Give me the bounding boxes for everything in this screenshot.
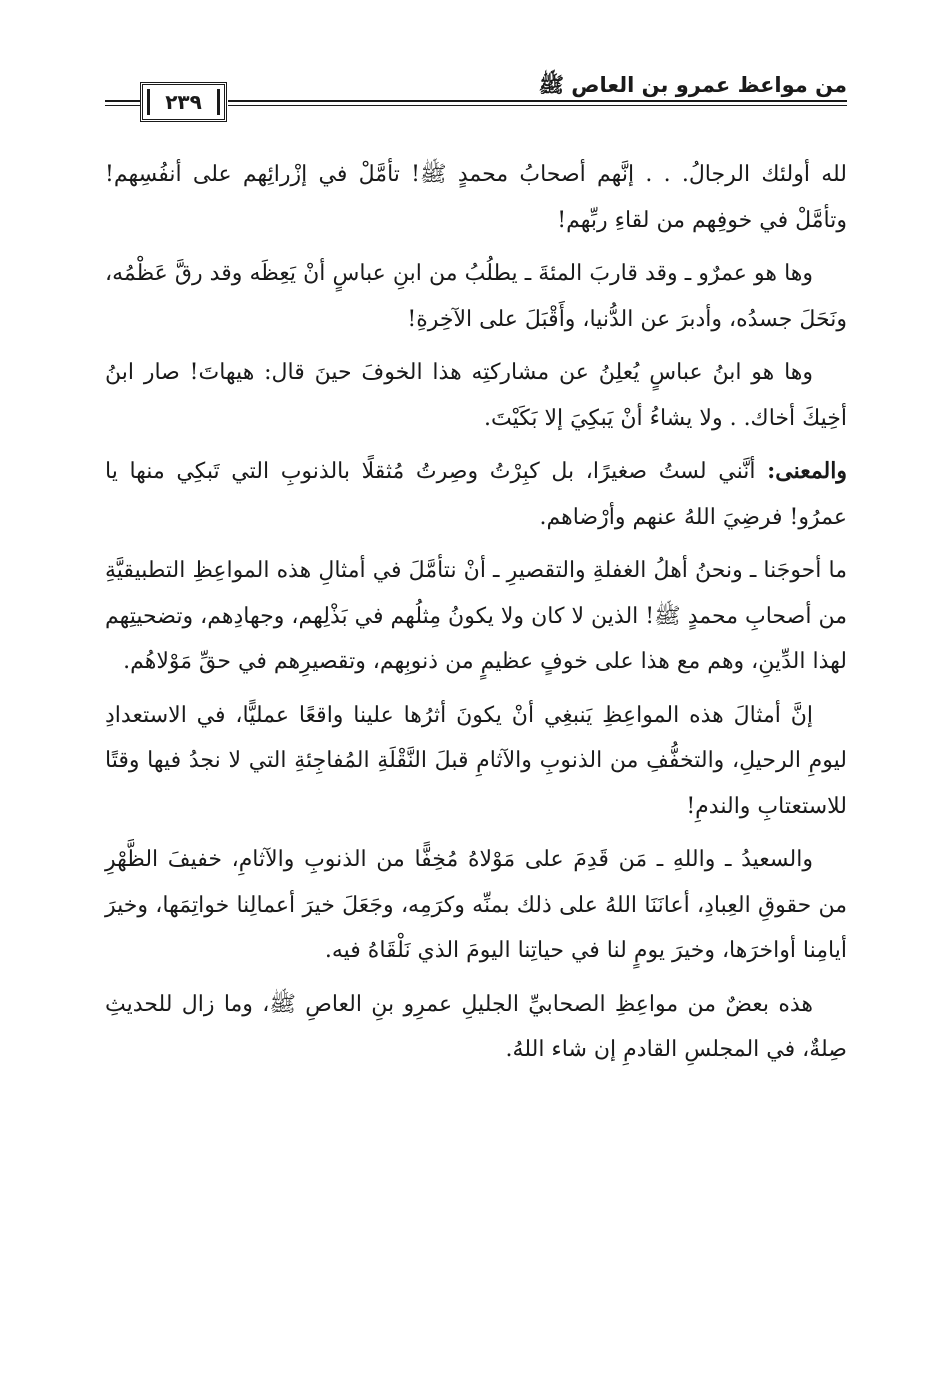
header-rule-bottom — [228, 105, 847, 106]
meaning-term: والمعنى: — [767, 458, 847, 484]
paragraph-7: والسعيدُ ـ واللهِ ـ مَن قَدِمَ على مَوْلاهُ مُخِفًّا من الذنوبِ والآثامِ، خفيفَ الظَّهْرِ من حقوقِ العِبادِ، أعانَنَا اللهُ على ذلك بمنِّه وكرَمِه، وجَعَلَ خيرَ أعمالِنا خواتِمَها، وخيرَ أيامِنا أواخرَها، وخيرَ يومٍ لنا في حياتِنا اليومَ الذي نَلْقَاهُ فيه. — [105, 847, 847, 963]
body-text — [105, 152, 847, 1081]
paragraph-2: وها هو عمرٌو ـ وقد قاربَ المئةَ ـ يطلُبُ من ابنِ عباسٍ أنْ يَعِظَه وقد رقَّ عَظْمُه، ونَحَلَ جسدُه، وأدبرَ عن الدُّنيا، وأَقْبَلَ على الآخِرةِ! — [105, 261, 847, 332]
page-number-frame — [140, 82, 227, 122]
paragraph-6: إنَّ أمثالَ هذه المواعِظِ يَنبغِي أنْ يكونَ أثرُها علينا واقعًا عمليًّا، في الاستعدادِ ليومِ الرحيلِ، والتخفُّفِ من الذنوبِ والآثامِ قبلَ النَّقْلَةِ المُفاجِئةِ التي لا نجدُ فيها وقتًا للاستعتابِ والندمِ! — [105, 702, 847, 819]
meaning-text: أنَّني لستُ صغيرًا، بل كبِرْتُ وصِرتُ مُثقلًا بالذنوبِ التي تَبكِي منها يا عمرُو! فرضِيَ اللهُ عنهم وأرْضاهم. — [105, 459, 847, 530]
paragraph-8: هذه بعضٌ من مواعِظِ الصحابيِّ الجليلِ عمرِو بنِ العاصِ ﷺ، وما زال للحديثِ صِلةٌ، في المجلسِ القادمِ إن شاء اللهُ. — [105, 991, 847, 1062]
header-rule-top — [228, 100, 847, 102]
paragraph-4 — [105, 449, 847, 540]
header-rule-left-bottom — [105, 105, 140, 106]
paragraph-3: وها هو ابنُ عباسٍ يُعلِنُ عن مشاركتِه هذا الخوفَ حينَ قال: هيهاتَ! صار ابنُ أخِيكَ أخاك. . ولا يشاءُ أنْ يَبكِيَ إلا بَكَيْتَ. — [105, 360, 847, 431]
running-title: من مواعظ عمرو بن العاص ﷺ — [538, 73, 847, 97]
header-rule-left-top — [105, 100, 140, 102]
page-number: ٢٣٩ — [165, 90, 202, 114]
paragraph-1: لله أولئك الرجالُ. . . إنَّهم أصحابُ محمدٍ ﷺ! تأمَّلْ في إزْرائِهم على أنفُسِهم! وتأمَّلْ في خوفِهم من لقاءِ ربِّهم! — [105, 162, 847, 233]
paragraph-5: ما أحوجَنا ـ ونحنُ أهلُ الغفلةِ والتقصيرِ ـ أنْ نتأمَّلَ في أمثالِ هذه المواعِظِ التطبيقيَّةِ من أصحابِ محمدٍ ﷺ! الذين لا كان ولا يكونُ مِثلُهم في بَذْلِهم، وجهادِهم، وتضحيتِهم لهذا الدِّينِ، وهم مع هذا على خوفٍ عظيمٍ من ذنوبِهم، وتقصيرِهم في حقِّ مَوْلاهُم. — [105, 558, 847, 674]
